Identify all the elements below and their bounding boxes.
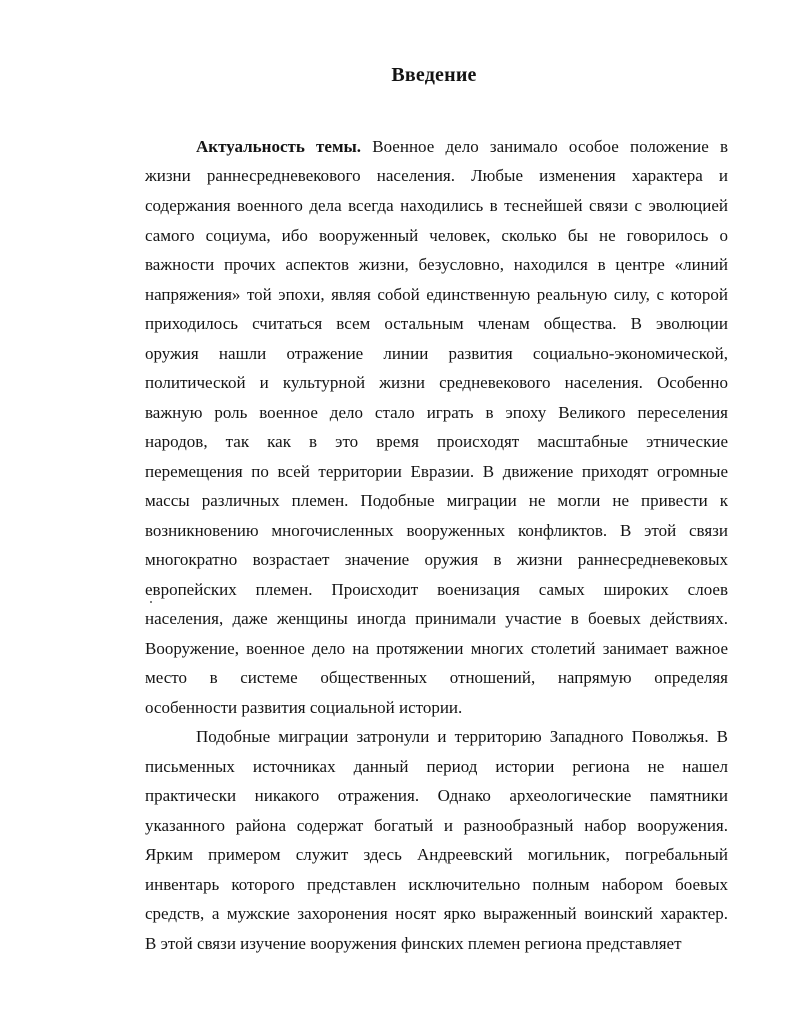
text-line: место в системе общественных отношений, напрямую определяя	[145, 668, 728, 687]
topic-relevance-heading: Актуальность темы.	[196, 137, 362, 156]
text-line: европейских племен. Происходит военизация самых широких слоев	[145, 580, 728, 599]
text-line: указанного района содержат богатый и разнообразный набор вооружения.	[145, 816, 728, 835]
text-line: возникновению многочисленных вооруженных конфликтов. В этой связи	[145, 521, 728, 540]
text-line: важную роль военное дело стало играть в эпоху Великого переселения	[145, 403, 728, 422]
text-line: народов, так как в это время происходят масштабные этнические	[145, 432, 728, 451]
text-line: политической и культурной жизни средневекового населения. Особенно	[145, 373, 728, 392]
text-line: Вооружение, военное дело на протяжении многих столетий занимает важное	[145, 639, 728, 658]
text-line: средств, а мужские захоронения носят ярко выраженный воинский характер.	[145, 904, 728, 923]
text-line: практически никакого отражения. Однако археологические памятники	[145, 786, 728, 805]
text-line: инвентарь которого представлен исключительно полным набором боевых	[145, 875, 728, 894]
text-line: оружия нашли отражение линии развития социально-экономической,	[145, 344, 728, 363]
text-line: важности прочих аспектов жизни, безусловно, находился в центре «линий	[145, 255, 728, 274]
text-line: содержания военного дела всегда находились в теснейшей связи с эволюцией	[145, 196, 728, 215]
scan-speck	[150, 601, 152, 603]
text-line: В этой связи изучение вооружения финских племен региона представляет	[145, 934, 682, 953]
text-line: самого социума, ибо вооруженный человек, сколько бы не говорилось о	[145, 226, 728, 245]
text-line: приходилось считаться всем остальным членам общества. В эволюции	[145, 314, 728, 333]
text-line	[196, 137, 728, 157]
page-title: Введение	[391, 64, 477, 86]
text-line: особенности развития социальной истории.	[145, 698, 463, 717]
text-line: Подобные миграции затронули и территорию Западного Поволжья. В	[196, 727, 728, 746]
text-line: массы различных племен. Подобные миграции не могли не привести к	[145, 491, 728, 510]
text-line: жизни раннесредневекового населения. Любые изменения характера и	[145, 166, 728, 185]
text-line: Ярким примером служит здесь Андреевский могильник, погребальный	[145, 845, 728, 864]
text-line: многократно возрастает значение оружия в жизни раннесредневековых	[145, 550, 728, 569]
text-line: письменных источниках данный период истории региона не нашел	[145, 757, 728, 776]
text-line: напряжения» той эпохи, являя собой единственную реальную силу, с которой	[145, 285, 728, 304]
text-fragment: Военное дело занимало особое положение в	[372, 137, 728, 156]
text-line: населения, даже женщины иногда принимали участие в боевых действиях.	[145, 609, 728, 628]
text-line: перемещения по всей территории Евразии. В движение приходят огромные	[145, 462, 728, 481]
